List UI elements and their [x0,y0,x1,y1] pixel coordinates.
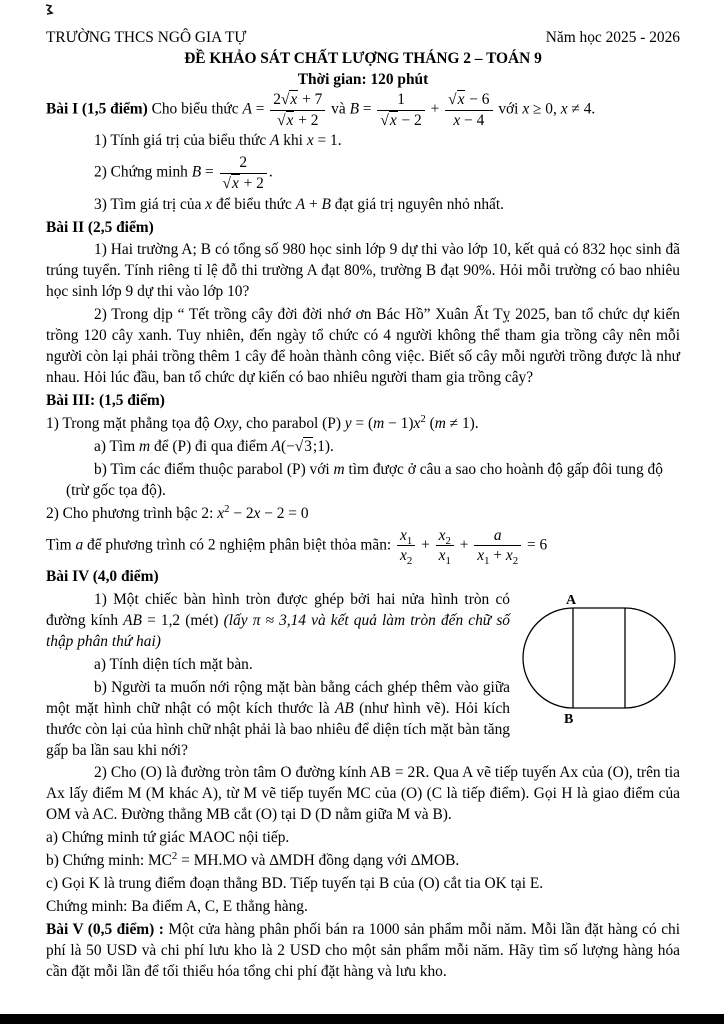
school-name: TRƯỜNG THCS NGÔ GIA TỰ [46,29,247,46]
problem-4-q1: 1) Một chiếc bàn hình tròn được ghép bởi hai nửa hình tròn có đường kính AB = 1,2 (mét) (lấy π ≈ 3,14 và kết quả làm tròn đến chữ số thập phân thứ hai) [46,590,510,650]
exam-body [46,91,680,983]
problem-4-q1b: b) Người ta muốn nới rộng mặt bàn bằng cách ghép thêm vào giữa một mặt hình chữ nhật có một kích thước là AB (như hình vẽ). Hỏi kích thước còn lại của hình chữ nhật phải là bao nhiêu để diện tích mặt bàn tăng gấp ba lần sau khi nới? [46,678,510,759]
figure-label-b: B [564,711,574,727]
problem-4-q2: 2) Cho (O) là đường tròn tâm O đường kính AB = 2R. Qua A vẽ tiếp tuyến Ax của (O), trên tia Ax lấy điểm M (M khác A), từ M vẽ tiếp tuyến MC của (O) (C là tiếp điểm). Gọi H là giao điểm của OM và AC. Đường thẳng MB cắt (O) tại D (D nằm giữa M và B). [46,764,680,824]
fraction: $\frac{x_1}{x_2}$ [395,527,417,565]
problem-3-q2-condition: Tìm a để phương trình có 2 nghiệm phân biệt thỏa mãn: $\frac{x_1}{x_2}$ + $\frac{x_2}{x_1}$ + $\frac{a}{x_1 + x_2}$ = 6 [46,526,548,568]
problem-4-q2c: c) Gọi K là trung điểm đoạn thẳng BD. Tiếp tuyến tại B của (O) cắt tia OK tại E. [46,875,544,893]
problem-1-q1: 1) Tính giá trị của biểu thức A khi x = 1. [94,132,342,150]
problem-2-q1: 1) Hai trường A; B có tổng số 980 học sinh lớp 9 dự thi vào lớp 10, kết quả có 832 học sinh đã trúng tuyển. Tính riêng tỉ lệ đỗ thi trường A đạt 80%, trường B đạt 90%. Hỏi mỗi trường có bao nhiêu học sinh lớp 9 dự thi vào lớp 10? [46,241,680,301]
square-root: √x [380,111,397,129]
problem-4-q1a: a) Tính diện tích mặt bàn. [94,655,253,673]
square-root: √x [277,111,294,129]
fraction: $\frac{a}{x_1 + x_2}$ [472,527,523,565]
problem-3-q1: 1) Trong mặt phẳng tọa độ Oxy, cho parabol (P) $y = (m - 1)x^2$ (m ≠ 1). [46,412,479,432]
problem-3-q1a: a) Tìm m để (P) đi qua điểm A(−√3;1). [94,437,334,455]
stadium-shape-figure [522,592,676,728]
page-bottom-bar [0,1014,724,1024]
problem-2-heading: Bài II (2,5 điểm) [46,218,154,236]
scan-artifact-mark [44,4,54,15]
problem-2-q2: 2) Trong dịp “ Tết trồng cây đời đời nhớ ơn Bác Hồ” Xuân Ất Tỵ 2025, ban tổ chức dự kiến trồng 120 cây xanh. Tuy nhiên, đến ngày tổ chức có 4 người không thể tham gia trồng cây nên mỗi người còn lại phải trồng thêm 1 cây để hoàn thành công việc. Biết số cây mỗi người trồng được là như nhau. Hỏi lúc đầu, ban tổ chức dự kiến có bao nhiêu người tham gia trồng cây? [46,306,680,387]
exam-duration: Thời gian: 120 phút [297,70,429,88]
problem-5: Bài V (0,5 điểm) : Một cửa hàng phân phối bán ra 1000 sản phẩm mỗi năm. Mỗi lần đặt hàng có chi phí là 50 USD và chi phí lưu kho là 2 USD cho một sản phẩm mỗi năm. Hãy tìm số lượng hàng hóa cần đặt mỗi lần để tối thiểu hóa tổng chi phí đặt hàng và lưu kho. [46,921,680,980]
problem-4-q2c-conclusion: Chứng minh: Ba điểm A, C, E thẳng hàng. [46,898,308,916]
fraction: $\frac{x_2}{x_1}$ [434,527,456,565]
square-root: √x [280,90,298,108]
fraction: $\frac{1}{√x - 2}$ [375,91,426,129]
problem-1-intro: Bài I (1,5 điểm) Cho biểu thức A = $\frac{2√x + 7}{√x + 2}$ và B = $\frac{1}{√x - 2}$ + $\frac{√x - 6}{x - 4}$ với x ≥ 0, x ≠ 4. [46,90,596,129]
problem-1-q3: 3) Tìm giá trị của x để biểu thức A + B đạt giá trị nguyên nhỏ nhất. [94,195,504,213]
problem-3-q1b: b) Tìm các điểm thuộc parabol (P) với m tìm được ở câu a sao cho hoành độ gấp đôi tung độ (trừ gốc tọa độ). [66,460,663,499]
fraction: $\frac{2}{√x + 2}$ [218,154,269,192]
square-root: √x [222,174,239,192]
exam-title: ĐỀ KHẢO SÁT CHẤT LƯỢNG THÁNG 2 – TOÁN 9 [184,49,542,67]
table-figure [522,592,680,735]
problem-4-q2a: a) Chứng minh tứ giác MAOC nội tiếp. [46,829,290,847]
problem-3-heading: Bài III: (1,5 điểm) [46,392,165,409]
school-year: Năm học 2025 - 2026 [545,29,680,46]
problem-3-q2: 2) Cho phương trình bậc 2: $x^2 - 2x - 2 = 0$ [46,502,309,522]
problem-4-heading: Bài IV (4,0 điểm) [46,568,159,586]
fraction: $\frac{2√x + 7}{√x + 2}$ [268,91,327,129]
square-root: √3 [294,437,312,455]
fraction: $\frac{√x - 6}{x - 4}$ [443,91,494,129]
figure-label-a: A [566,592,577,608]
header-row [46,28,680,49]
problem-4-q2b: b) Chứng minh: $MC^2 = MH.MO$ và ∆MDH đồng dạng với ∆MOB. [46,850,460,870]
square-root: √x [448,90,465,108]
problem-1-q2: 2) Chứng minh B = $\frac{2}{√x + 2}$ . [94,154,273,192]
